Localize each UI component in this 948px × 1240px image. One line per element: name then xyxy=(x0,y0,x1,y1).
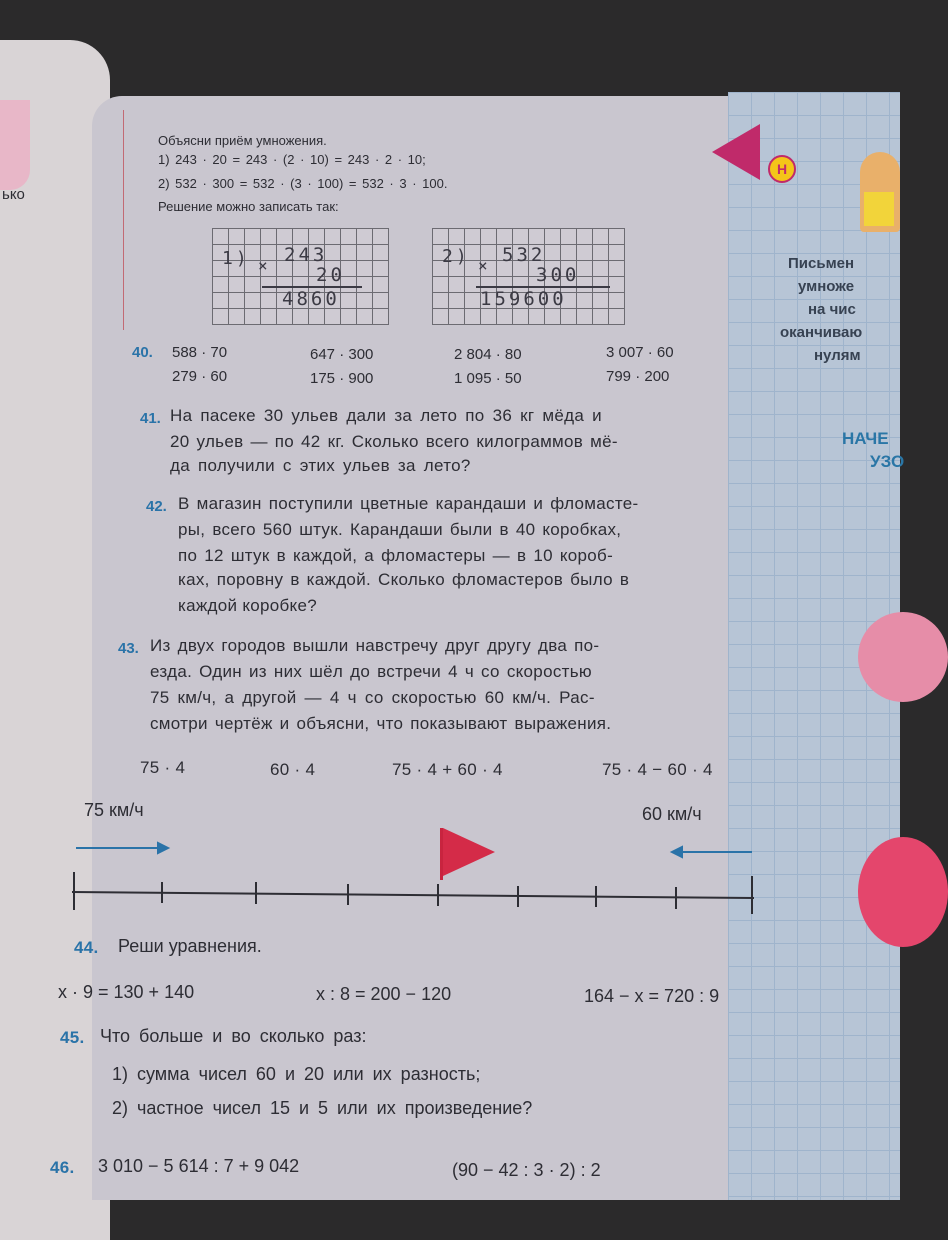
ex43-expression: 75 · 4 − 60 · 4 xyxy=(602,760,713,779)
ex40-expression: 3 007 · 60 xyxy=(606,344,674,361)
handwriting-label: 1) xyxy=(222,248,250,269)
handwriting-top-number: 243 xyxy=(284,244,328,266)
ex40-expression: 799 · 200 xyxy=(606,368,670,385)
multiply-sign: × xyxy=(478,256,491,275)
exercise-number: 41. xyxy=(140,410,161,427)
arrow-left-icon xyxy=(672,847,752,857)
handwriting-multiplier: 300 xyxy=(536,264,580,286)
exercise-number: 40. xyxy=(132,344,153,361)
ex43-text: езда. Один из них шёл до встречи 4 ч со скоростью xyxy=(150,662,592,681)
sidebar-badge: Н xyxy=(768,155,796,183)
handwriting-label: 2) xyxy=(442,246,470,267)
sidebar-subtitle-line: УЗО xyxy=(870,452,905,471)
ex42-text: каждой коробке? xyxy=(178,596,317,615)
ex46-expression: 3 010 − 5 614 : 7 + 9 042 xyxy=(98,1156,300,1176)
ex45-item: 2) частное чисел 15 и 5 или их произведение? xyxy=(112,1098,533,1118)
ex41-text: На пасеке 30 ульев дали за лето по 36 кг мёда и xyxy=(170,406,602,425)
sidebar-title-line: нулям xyxy=(814,347,861,364)
distance-segment xyxy=(72,872,754,914)
ex42-text: ры, всего 560 штук. Карандаши были в 40 коробках, xyxy=(178,520,622,539)
ex40-expression: 175 · 900 xyxy=(310,370,374,387)
sidebar-title-line: оканчиваю xyxy=(780,324,863,341)
ex40-expression: 279 · 60 xyxy=(172,368,228,385)
sidebar-title-line: Письмен xyxy=(788,255,855,272)
exercise-number: 44. xyxy=(74,938,99,957)
ex40-expression: 2 804 · 80 xyxy=(454,346,522,363)
ex43-text: 75 км/ч, а другой — 4 ч со скоростью 60 км/ч. Рас- xyxy=(150,688,595,707)
ex46-expression: (90 − 42 : 3 · 2) : 2 xyxy=(452,1160,601,1180)
intro-line: Решение можно записать так: xyxy=(158,199,339,214)
left-page-fragment: ько xyxy=(2,186,25,203)
intro-line: Объясни приём умножения. xyxy=(158,133,327,148)
intro-line: 1) 243 · 20 = 243 · (2 · 10) = 243 · 2 · 10; xyxy=(158,152,426,167)
ex41-text: 20 ульев — по 42 кг. Сколько всего килограммов мё- xyxy=(170,432,618,451)
sidebar-subtitle-line: НАЧЕ xyxy=(842,429,889,448)
ex45-title: Что больше и во сколько раз: xyxy=(100,1026,367,1046)
handwriting-result: 4860 xyxy=(282,288,340,310)
ex40-expression: 588 · 70 xyxy=(172,344,228,361)
ex45-item: 1) сумма чисел 60 и 20 или их разность; xyxy=(112,1064,481,1084)
ex43-expression: 75 · 4 xyxy=(140,758,186,777)
handwriting-top-number: 532 xyxy=(502,244,546,266)
ex44-equation: x · 9 = 130 + 140 xyxy=(58,982,195,1002)
multiply-sign: × xyxy=(258,256,271,275)
speed-left-label: 75 км/ч xyxy=(84,800,144,820)
ex44-title: Реши уравнения. xyxy=(118,936,262,956)
sidebar-title-line: умноже xyxy=(798,278,855,295)
ex41-text: да получили с этих ульев за лето? xyxy=(170,456,471,475)
ex43-expression: 75 · 4 + 60 · 4 xyxy=(392,760,503,779)
sidebar-title-line: на чис xyxy=(808,301,856,318)
ex44-equation: 164 − x = 720 : 9 xyxy=(584,986,720,1006)
ex43-expression: 60 · 4 xyxy=(270,760,316,779)
arrow-right-icon xyxy=(76,843,168,853)
ex44-equation: x : 8 = 200 − 120 xyxy=(316,984,452,1004)
ex42-text: по 12 штук в каждой, а фломастеры — в 10 короб- xyxy=(178,546,614,565)
exercise-number: 42. xyxy=(146,498,167,515)
ex42-text: В магазин поступили цветные карандаши и фломасте- xyxy=(178,494,639,513)
ex43-text: смотри чертёж и объясни, что показывают выражения. xyxy=(150,714,612,733)
ex43-text: Из двух городов вышли навстречу друг другу два по- xyxy=(150,636,600,655)
ex40-expression: 1 095 · 50 xyxy=(454,370,522,387)
handwriting-result: 159600 xyxy=(480,288,567,310)
intro-line: 2) 532 · 300 = 532 · (3 · 100) = 532 · 3 · 100. xyxy=(158,176,448,191)
speed-right-label: 60 км/ч xyxy=(642,804,702,824)
meeting-flag-icon xyxy=(443,828,495,876)
handwriting-multiplier: 20 xyxy=(316,264,345,286)
exercise-number: 45. xyxy=(60,1028,85,1047)
ex40-expression: 647 · 300 xyxy=(310,346,374,363)
exercise-number: 43. xyxy=(118,640,139,657)
exercise-number: 46. xyxy=(50,1158,75,1177)
ex42-text: ках, поровну в каждой. Сколько фломастеров было в xyxy=(178,570,630,589)
